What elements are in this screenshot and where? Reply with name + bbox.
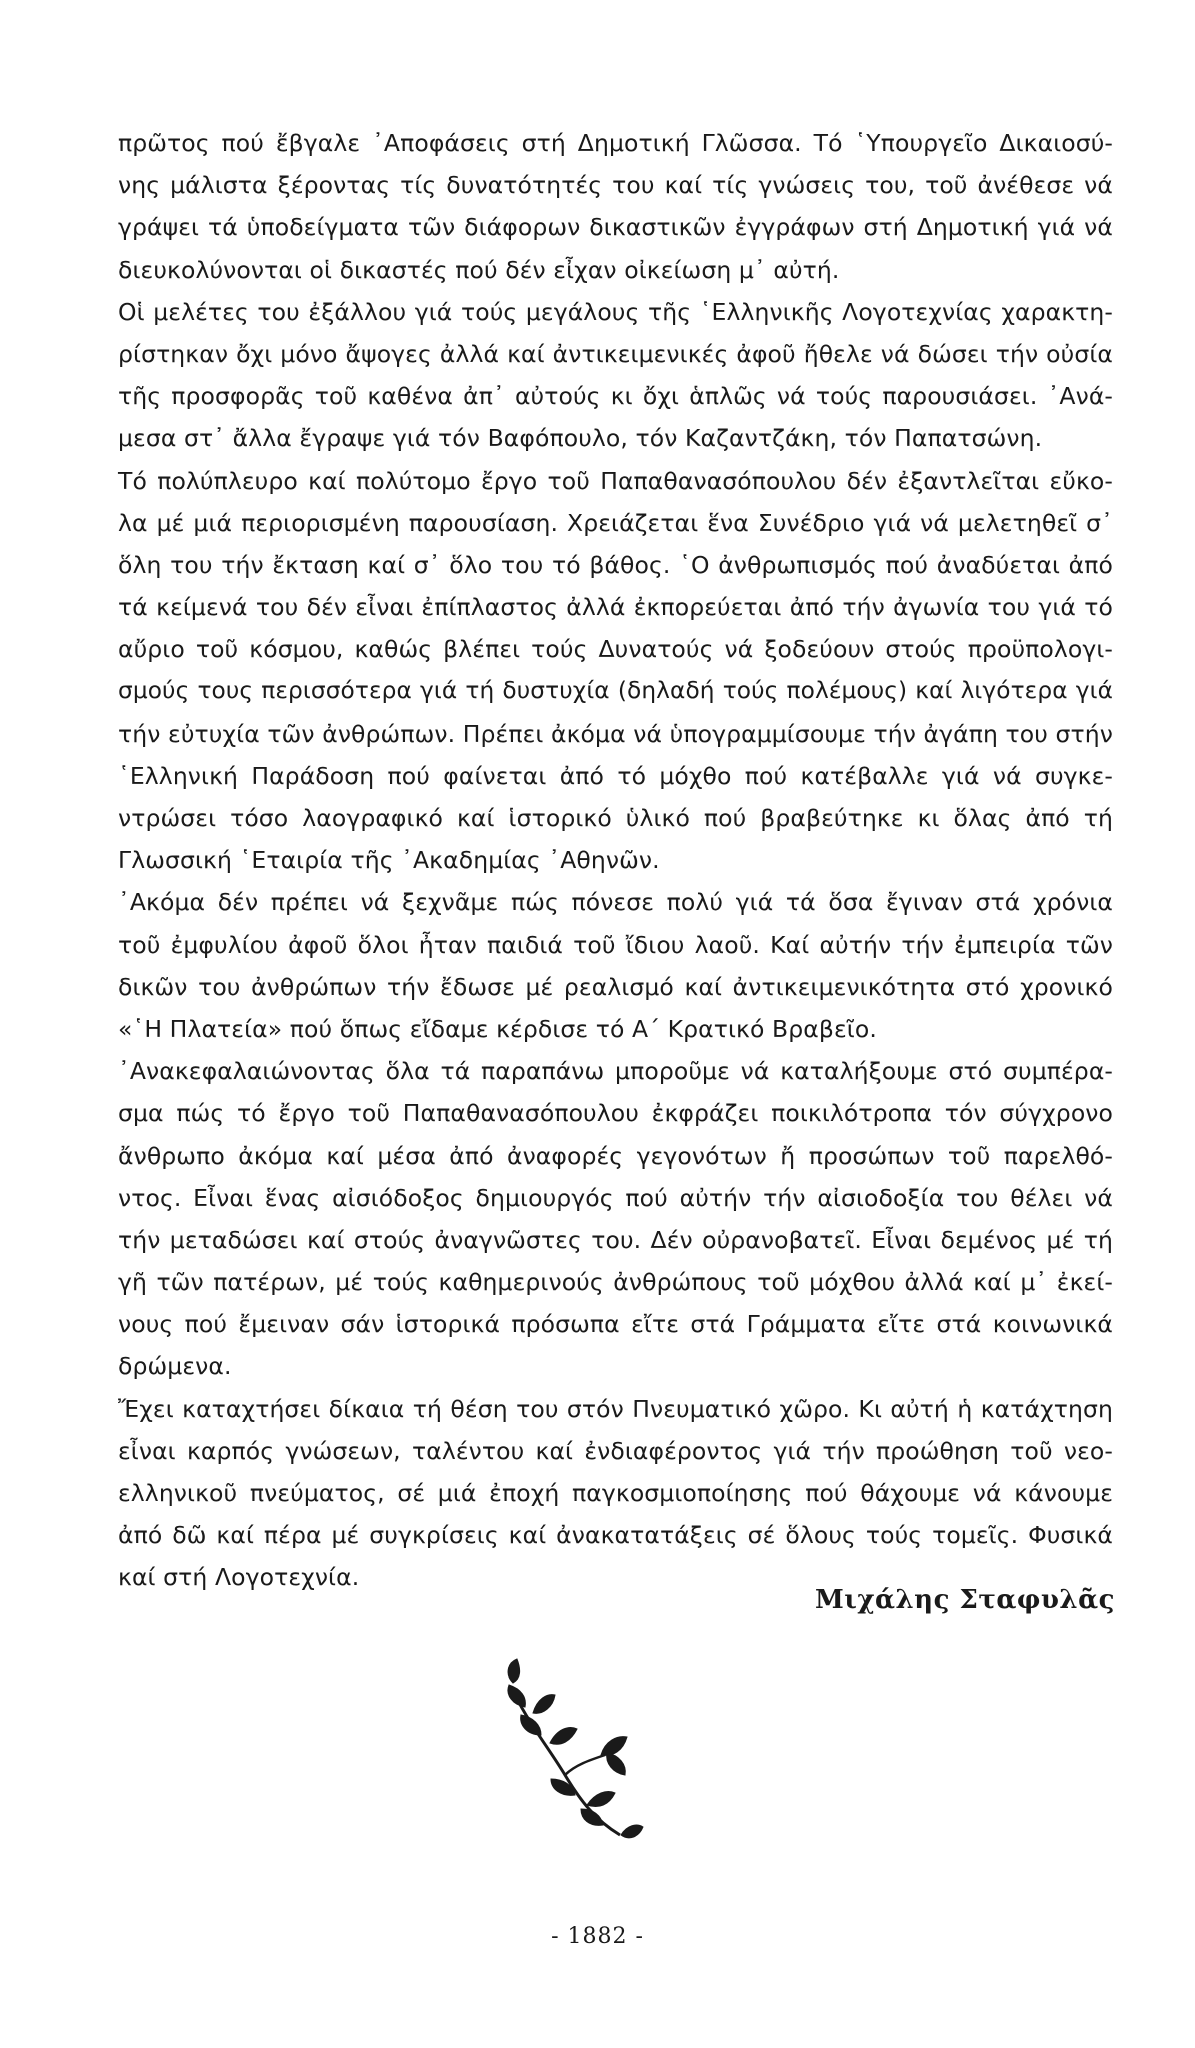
text-line: ντος. Εἶναι ἕνας αἰσιόδοξος δημιουργός πού αὐτήν τήν αἰσιοδοξία του θέλει νά — [118, 1183, 1113, 1212]
text-line: τήν μεταδώσει καί στούς ἀναγνῶστες του. Δέν οὐρανοβατεῖ. Εἶναι δεμένος μέ τή — [118, 1225, 1113, 1254]
text-line: τά κείμενά του δέν εἶναι ἐπίπλαστος ἀλλά ἐκπορεύεται ἀπό τήν ἀγωνία του γιά τό — [118, 593, 1113, 622]
text-line: ῾Ελληνική Παράδοση πού φαίνεται ἀπό τό μόχθο πού κατέβαλλε γιά νά συγκε- — [118, 761, 1113, 790]
text-line: νους πού ἔμειναν σάν ἱστορικά πρόσωπα εἴτε στά Γράμματα εἴτε στά κοινωνικά — [118, 1310, 1113, 1339]
text-line: ἄνθρωπο ἀκόμα καί μέσα ἀπό ἀναφορές γεγονότων ἤ προσώπων τοῦ παρελθό- — [118, 1141, 1113, 1170]
text-line: γράψει τά ὑποδείγματα τῶν διάφορων δικαστικῶν ἐγγράφων στή Δημοτική γιά νά — [118, 213, 1113, 242]
page-number: - 1882 - — [551, 1924, 644, 1949]
text-line: ελληνικοῦ πνεύματος, σέ μιά ἐποχή παγκοσμιοποίησης πού θάχουμε νά κάνουμε — [118, 1479, 1113, 1507]
author-signature: Μιχάλης Σταφυλᾶς — [814, 1585, 1115, 1615]
text-line: σμούς τους περισσότερα γιά τή δυστυχία (δηλαδή τούς πολέμους) καί λιγότερα γιά — [118, 677, 1113, 705]
text-line: τήν εὐτυχία τῶν ἀνθρώπων. Πρέπει ἀκόμα νά ὑπογραμμίσουμε τήν ἀγάπη του στήν — [118, 719, 1113, 748]
text-line: νης μάλιστα ξέροντας τίς δυνατότητές του καί τίς γνώσεις του, τοῦ ἀνέθεσε νά — [118, 171, 1113, 200]
olive-branch-icon — [495, 1655, 645, 1850]
text-line: Ἔχει καταχτήσει δίκαια τή θέση του στόν Πνευματικό χῶρο. Κι αὐτή ἡ κατάχτηση — [118, 1394, 1113, 1423]
text-line: Οἱ μελέτες του ἐξάλλου γιά τούς μεγάλους τῆς ῾Ελληνικῆς Λογοτεχνίας χαρακτη- — [118, 297, 1113, 326]
text-line: ᾿Ακόμα δέν πρέπει νά ξεχνᾶμε πώς πόνεσε πολύ γιά τά ὅσα ἔγιναν στά χρόνια — [118, 888, 1113, 917]
text-line: τοῦ ἐμφυλίου ἀφοῦ ὅλοι ἦταν παιδιά τοῦ ἴδιου λαοῦ. Καί αὐτήν τήν ἐμπειρία τῶν — [118, 930, 1113, 959]
text-line: εἶναι καρπός γνώσεων, ταλέντου καί ἐνδιαφέροντος γιά τήν προώθηση τοῦ νεο- — [118, 1436, 1113, 1465]
text-line: πρῶτος πού ἔβγαλε ᾿Αποφάσεις στή Δημοτική Γλῶσσα. Τό ῾Υπουργεῖο Δικαιοσύ- — [118, 129, 1113, 157]
text-line: λα μέ μιά περιορισμένη παρουσίαση. Χρειάζεται ἕνα Συνέδριο γιά νά μελετηθεῖ σ᾿ — [118, 508, 1113, 537]
text-line: δρώμενα. — [118, 1352, 232, 1381]
text-line: ᾿Ανακεφαλαιώνοντας ὅλα τά παραπάνω μποροῦμε νά καταλήξουμε στό συμπέρα- — [118, 1057, 1113, 1086]
text-line: καί στή Λογοτεχνία. — [118, 1563, 360, 1592]
text-line: «῾Η Πλατεία» πού ὅπως εἴδαμε κέρδισε τό Α΄ Κρατικό Βραβεῖο. — [118, 1014, 877, 1043]
text-line: ἀπό δῶ καί πέρα μέ συγκρίσεις καί ἀνακατατάξεις σέ ὅλους τούς τομεῖς. Φυσικά — [118, 1521, 1113, 1550]
body-text — [118, 122, 1113, 1599]
text-line: αὔριο τοῦ κόσμου, καθώς βλέπει τούς Δυνατούς νά ξοδεύουν στούς προϋπολογι- — [118, 635, 1113, 664]
text-line: ὅλη του τήν ἔκταση καί σ᾿ ὅλο του τό βάθος. ῾Ο ἀνθρωπισμός πού ἀναδύεται ἀπό — [118, 550, 1113, 579]
text-line: σμα πώς τό ἔργο τοῦ Παπαθανασόπουλου ἐκφράζει ποικιλότροπα τόν σύγχρονο — [118, 1099, 1113, 1128]
text-line: ρίστηκαν ὄχι μόνο ἄψογες ἀλλά καί ἀντικειμενικές ἀφοῦ ἤθελε νά δώσει τήν οὐσία — [118, 339, 1113, 368]
text-line: δικῶν του ἀνθρώπων τήν ἔδωσε μέ ρεαλισμό καί ἀντικειμενικότητα στό χρονικό — [118, 972, 1113, 1001]
text-line: Τό πολύπλευρο καί πολύτομο ἔργο τοῦ Παπαθανασόπουλου δέν ἐξαντλεῖται εὔκο- — [118, 466, 1113, 495]
text-line: μεσα στ᾿ ἄλλα ἔγραψε γιά τόν Βαφόπουλο, τόν Καζαντζάκη, τόν Παπατσώνη. — [118, 424, 1043, 453]
text-line: ντρώσει τόσο λαογραφικό καί ἱστορικό ὑλικό πού βραβεύτηκε κι ὅλας ἀπό τή — [118, 804, 1113, 832]
text-line: Γλωσσική ῾Εταιρία τῆς ᾿Ακαδημίας ᾿Αθηνῶν. — [118, 846, 660, 875]
text-line: γῆ τῶν πατέρων, μέ τούς καθημερινούς ἀνθρώπους τοῦ μόχθου ἀλλά καί μ᾿ ἐκεί- — [118, 1268, 1113, 1297]
text-line: τῆς προσφορᾶς τοῦ καθένα ἀπ᾿ αὐτούς κι ὄχι ἁπλῶς νά τούς παρουσιάσει. ᾿Ανά- — [118, 382, 1113, 411]
text-line: διευκολύνονται οἱ δικαστές πού δέν εἶχαν οἰκείωση μ᾿ αὐτή. — [118, 255, 840, 284]
